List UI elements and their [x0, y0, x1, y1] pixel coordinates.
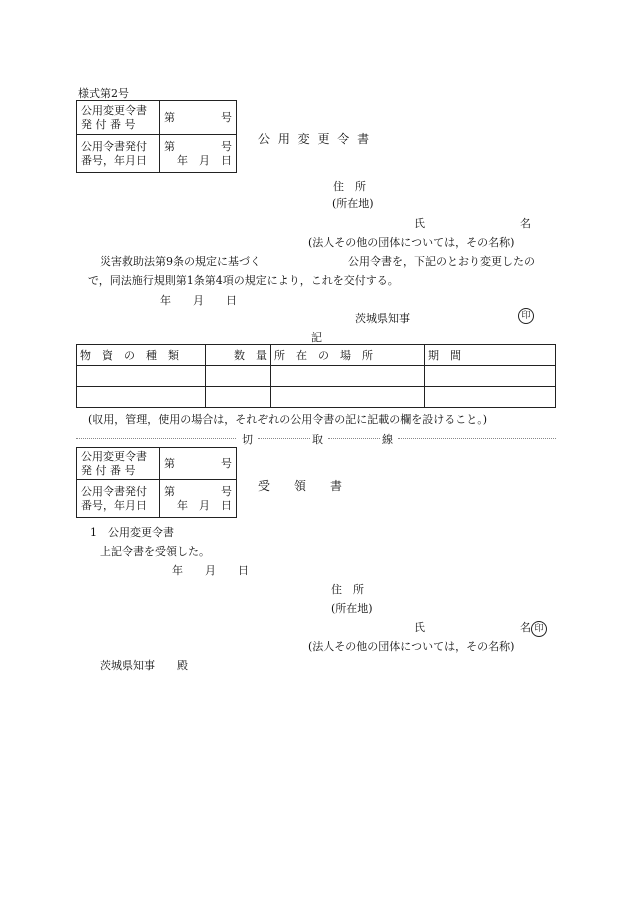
receipt-seal-icon: 印 — [531, 621, 547, 637]
receipt-name-label-left: 氏 — [414, 621, 425, 634]
receipt-title: 受 領 書 — [258, 479, 343, 493]
cut-line-char-2: 取 — [312, 433, 323, 446]
ki-heading: 記 — [311, 331, 322, 344]
change-order-number-label: 公用変更令書 発 付 番 号 — [77, 101, 160, 135]
governor-title: 茨城県知事 — [355, 312, 410, 325]
receipt-address-sublabel: (所在地) — [331, 602, 373, 615]
table-row — [77, 366, 556, 387]
original-order-value: 第 号 年 月 日 — [160, 135, 237, 173]
header-item-type: 物 資 の 種 類 — [77, 345, 206, 366]
cut-line — [76, 431, 556, 445]
issue-date: 年 月 日 — [160, 294, 237, 307]
address-label: 住 所 — [333, 180, 366, 193]
address-sublabel: (所在地) — [332, 197, 374, 210]
header-period: 期 間 — [425, 345, 556, 366]
form-number: 様式第2号 — [78, 87, 129, 100]
body-line-1b: 公用令書を，下記のとおり変更したの — [348, 255, 535, 268]
table-note: (収用，管理，使用の場合は，それぞれの公用令書の記に記載の欄を設けること。) — [88, 413, 488, 426]
organization-note: (法人その他の団体については，その名称) — [308, 236, 515, 249]
items-table — [76, 344, 556, 408]
table-row — [77, 387, 556, 408]
receipt-date: 年 月 日 — [172, 564, 249, 577]
receipt-change-order-label: 公用変更令書 発 付 番 号 — [77, 448, 160, 480]
cut-line-char-3: 線 — [382, 433, 393, 446]
body-line-1a: 災害救助法第9条の規定に基づく — [100, 255, 261, 268]
order-number-box — [76, 100, 237, 173]
receipt-text: 上記令書を受領した。 — [100, 545, 210, 558]
name-label-right: 名 — [520, 217, 531, 230]
receipt-name-label-right: 名 印 — [520, 619, 547, 637]
header-location: 所 在 の 場 所 — [271, 345, 425, 366]
cut-line-char-1: 切 — [242, 433, 253, 446]
receipt-number-box — [76, 447, 237, 518]
document-title: 公 用 変 更 令 書 — [258, 132, 372, 146]
seal-mark-icon: 印 — [518, 308, 534, 324]
header-quantity: 数 量 — [206, 345, 271, 366]
receipt-change-order-value: 第 号 — [160, 448, 237, 480]
name-label-left: 氏 — [414, 217, 425, 230]
seal — [518, 308, 534, 324]
receipt-address-label: 住 所 — [331, 583, 364, 596]
receipt-original-order-value: 第 号 年 月 日 — [160, 480, 237, 518]
receipt-addressee: 茨城県知事 殿 — [100, 659, 188, 672]
original-order-label: 公用令書発付 番号，年月日 — [77, 135, 160, 173]
table-header-row — [77, 345, 556, 366]
receipt-item: 1 公用変更令書 — [90, 526, 174, 539]
change-order-number-value: 第 号 — [160, 101, 237, 135]
receipt-original-order-label: 公用令書発付 番号，年月日 — [77, 480, 160, 518]
body-line-2: で，同法施行規則第1条第4項の規定により，これを交付する。 — [88, 274, 399, 287]
receipt-organization-note: (法人その他の団体については，その名称) — [308, 640, 515, 653]
